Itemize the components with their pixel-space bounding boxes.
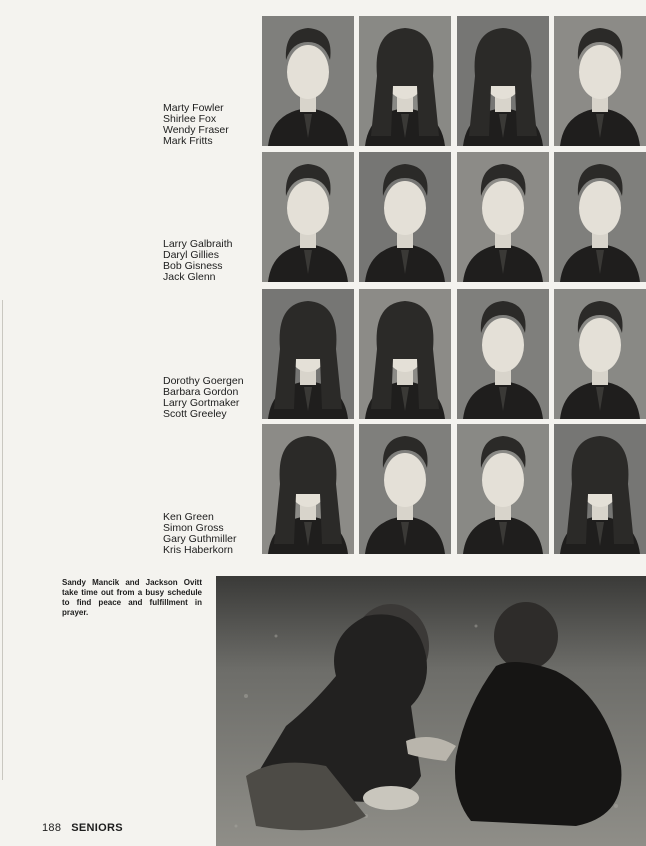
student-name: Larry Gortmaker [163,397,240,409]
student-name: Marty Fowler [163,102,224,114]
student-name: Kris Haberkorn [163,544,234,556]
senior-portrait [262,424,354,554]
page-margin-line [2,300,3,780]
page-footer [42,822,123,834]
photo-caption: Sandy Mancik and Jackson Ovitt take time out from a busy schedule to find peace and fulfillment in prayer. [62,578,202,617]
senior-portrait [554,424,646,554]
senior-portrait [554,289,646,419]
page-number: 188 [42,822,62,834]
student-name: Wendy Fraser [163,124,229,136]
senior-portrait [359,152,451,282]
senior-portrait [554,152,646,282]
name-list-row-1 [163,103,229,147]
senior-portrait [262,152,354,282]
student-name: Simon Gross [163,522,224,534]
student-name: Dorothy Goergen [163,375,244,387]
senior-portrait [262,16,354,146]
section-title: SENIORS [71,822,123,834]
senior-portrait [457,424,549,554]
senior-portrait [457,152,549,282]
name-list-row-3 [163,376,244,420]
name-list-row-4 [163,512,237,556]
senior-portrait [457,289,549,419]
candid-prayer-photo [216,576,646,846]
senior-portrait [359,289,451,419]
senior-portrait [262,289,354,419]
senior-portrait [457,16,549,146]
student-name: Larry Galbraith [163,238,233,250]
student-name: Scott Greeley [163,408,227,420]
student-name: Jack Glenn [163,271,216,283]
senior-portrait [359,16,451,146]
student-name: Mark Fritts [163,135,213,147]
name-list-row-2 [163,239,232,283]
student-name: Ken Green [163,511,214,523]
student-name: Gary Guthmiller [163,533,237,545]
student-name: Barbara Gordon [163,386,239,398]
student-name: Daryl Gillies [163,249,220,261]
student-name: Shirlee Fox [163,113,217,125]
senior-portrait [554,16,646,146]
senior-portrait [359,424,451,554]
student-name: Bob Gisness [163,260,223,272]
